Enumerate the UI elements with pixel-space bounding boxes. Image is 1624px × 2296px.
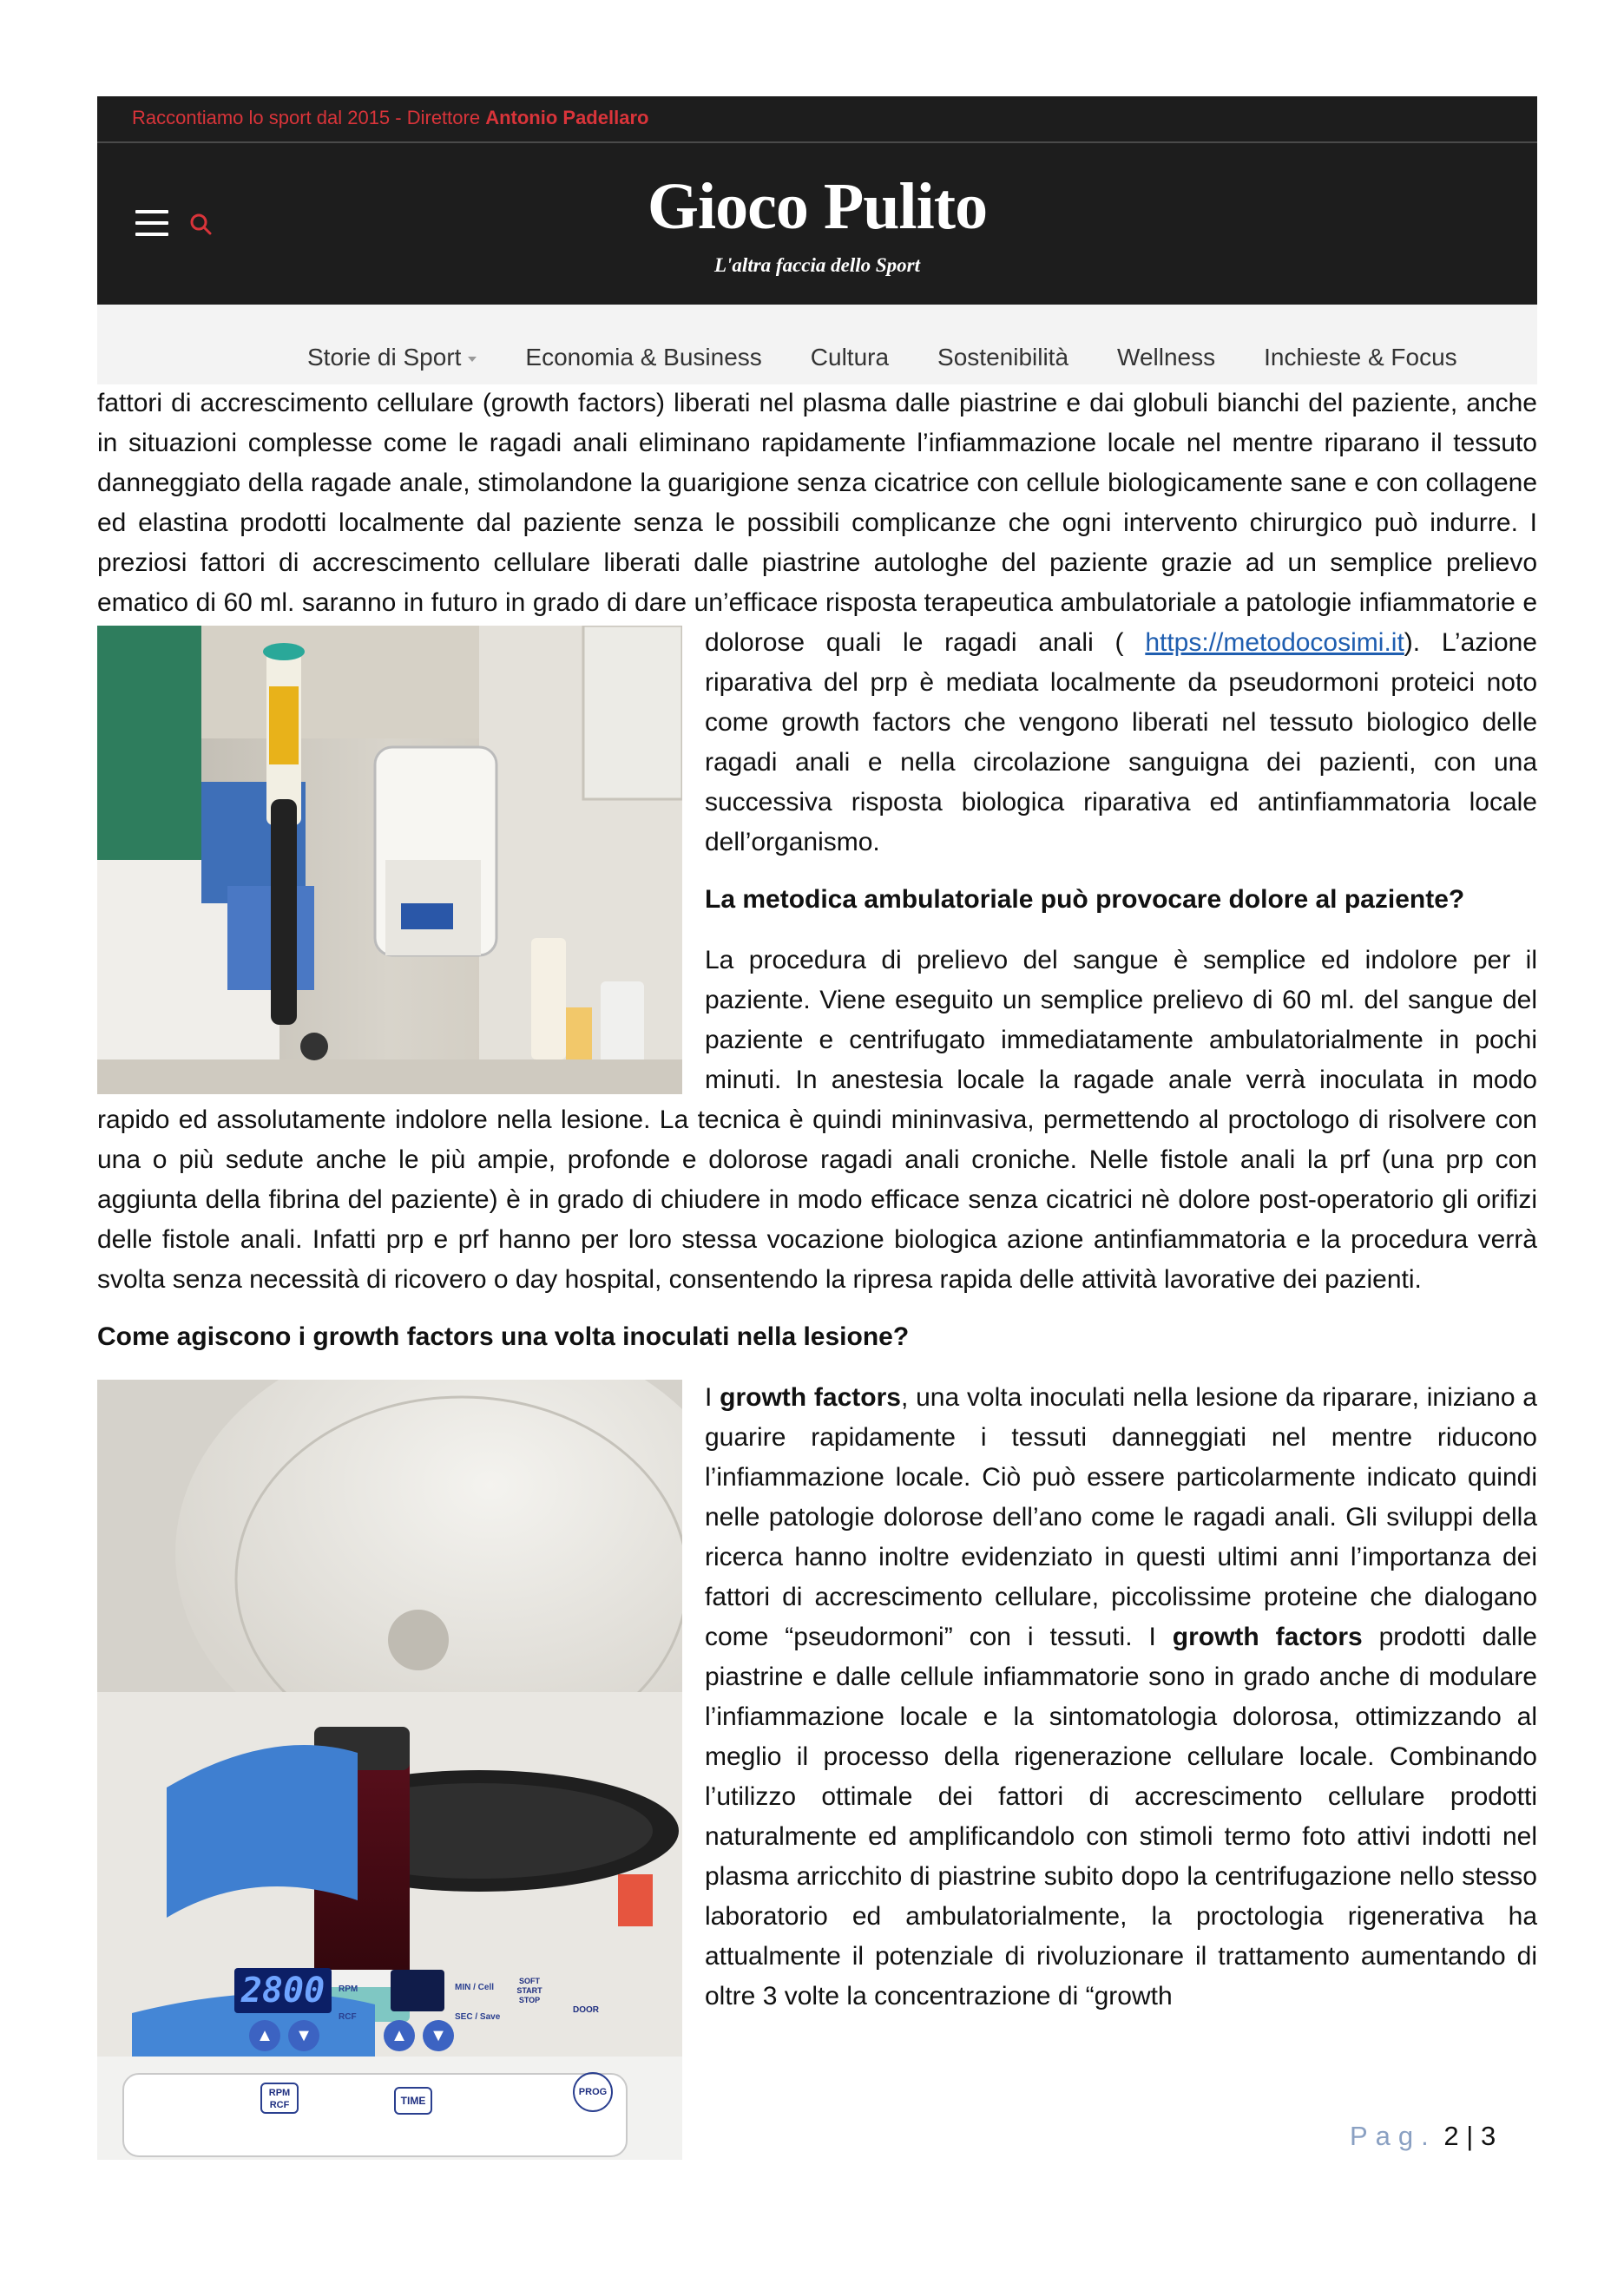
paragraph-3: 2800 RPM RCF MIN / Cell SEC / Save SOFT START STOP DOOR ▲ ▼ ▲ ▼ RPM RCF TIME PROG I growth factors, una volta inoculati nella lesione da riparare, iniziano a guarire rapidamente i tessuti danneggiati nel mentre riducono l’infiammazione locale. Ciò può essere particolarmente indicato quindi nelle patologie dolorose dell’ano come le ragadi anali. Gli sviluppi della ricerca hanno inoltre evidenziato in questi ultimi anni l’importanza dei fattori di accrescimento cellulare, piccolissime proteine che dialogano come “pseudormoni” con i tessuti. I growth factors prodotti dalle piastrine e dalle cellule infiammatorie sono in grado anche di modulare l’infiammazione locale e la sintomatologia dolorosa, ottimizzando al meglio il processo della rigenerazione cellulare locale. Combinando l’utilizzo ottimale dei fattori di accrescimento cellulare prodotti naturalmente ed amplificandolo con stimoli termo foto attivi indotti nel plasma arricchito di piastrine subito dopo la centrifugazione nello stesso laboratorio ed ambulatorialmente, la proctologia rigenerativa ha attualmente il potenziale di rivoluzionare il trattamento aumentando di oltre 3 volte la concentrazione di “growth [97, 1378, 1537, 2017]
centrifuge-soft-start-button: SOFT START STOP [516, 1977, 542, 2004]
page-number: Pag. 2 | 3 [1350, 2121, 1496, 2151]
director-name: Antonio Padellaro [485, 107, 649, 128]
centrifuge-prog-button: PROG [573, 2072, 613, 2112]
centrifuge-label-rpm: RPM [339, 1984, 358, 1994]
section-heading-dolore: La metodica ambulatoriale può provocare dolore al paziente? [705, 885, 1465, 914]
centrifuge-label-rcf: RCF [339, 2012, 357, 2022]
nav-item-cultura[interactable]: Cultura [810, 344, 890, 371]
nav-item-wellness[interactable]: Wellness [1117, 344, 1216, 371]
paragraph-2: La procedura di prelievo del sangue è semplice ed indolore per il paziente. Viene eseguito un semplice prelievo di 60 ml. del sangue del paziente e centrifugato immediatamente ambulatorialmente in pochi minuti. In anestesia locale la ragade anale verrà inoculata in modo rapido ed assolutamente indolore nella lesione. La tecnica è quindi mininvasiva, permettendo al proctologo di risolvere con una o più sedute anche le più ampie, profonde e dolorose ragadi anali croniche. Nelle fistole anali la prf (una prp con aggiunta della fibrina del paziente) è in grado di chiudere in modo efficace senza cicatrici nè dolore post-operatorio gli orifizi delle fistole anali. Infatti prp e prf hanno per loro stessa vocazione biologica azione antinfiammatoria e la procedura verrà svolta senza necessità di ricovero o day hospital, consentendo la ripresa rapida delle attività lavorative dei pazienti. [97, 946, 1537, 1294]
site-logo[interactable]: Gioco Pulito [647, 170, 988, 243]
centrifuge-label-sec: SEC / Save [455, 2012, 501, 2022]
centrifuge-time-button: TIME [394, 2087, 432, 2115]
growth-factors-emphasis: growth factors [720, 1383, 901, 1412]
top-banner [97, 96, 1537, 143]
centrifuge-time-display [391, 1970, 444, 2011]
nav-item-economia-business[interactable]: Economia & Business [525, 344, 762, 371]
growth-factors-emphasis: growth factors [1172, 1623, 1363, 1651]
chevron-down-icon [468, 357, 477, 362]
section-heading-growth-factors: Come agiscono i growth factors una volta inoculati nella lesione? [97, 1322, 910, 1351]
site-tagline: L'altra faccia dello Sport [713, 254, 920, 276]
nav-item-storie-di-sport[interactable]: Storie di Sport [307, 344, 477, 371]
article-body [97, 384, 1537, 2163]
page-current: 2 [1443, 2121, 1459, 2151]
centrifuge-up-arrow-icon: ▲ [384, 2020, 415, 2051]
nav-list [307, 344, 1457, 371]
photo-prp-syringe [97, 626, 682, 1094]
centrifuge-door-button: DOOR [573, 2005, 599, 2015]
nav-item-sostenibilita[interactable]: Sostenibilità [937, 344, 1069, 371]
editorial-line: Raccontiamo lo sport dal 2015 - Direttore Antonio Padellaro [132, 107, 649, 128]
centrifuge-down-arrow-icon: ▼ [288, 2020, 319, 2051]
photo-centrifuge [97, 1380, 682, 2160]
metodocosimi-link[interactable]: https://metodocosimi.it [1145, 628, 1404, 657]
centrifuge-rpm-rcf-button: RPM RCF [260, 2083, 299, 2114]
main-navigation [97, 305, 1537, 384]
nav-item-inchieste-focus[interactable]: Inchieste & Focus [1264, 344, 1457, 371]
page-label: Pag. [1350, 2121, 1437, 2151]
page-total: 3 [1480, 2121, 1496, 2151]
paragraph-1: fattori di accrescimento cellulare (growth factors) liberati nel plasma dalle piastrine e dai globuli bianchi del paziente, anche in situazioni complesse come le ragadi anali eliminano rapidamente l’infiammazione locale nel mentre riparano il tessuto danneggiato della ragade anale, stimolandone la guarigione senza cicatrice con cellule biologicamente sane e con collagene ed elastina prodotti localmente dal paziente senza le possibili complicanze che ogni intervento chirurgico può indurre. I preziosi fattori di accrescimento cellulare liberati dalle piastrine autologhe del paziente grazie ad un semplice prelievo ematico di 60 ml. saranno in futuro in grado di dare un’efficace risposta terapeutica ambulatoriale a patologie infiammatorie e dolorose quali le ragadi anali ( https://metodocosimi.it). L’azione riparativa del prp è mediata localmente da pseudormoni proteici noto come growth factors che vengono liberati nel tessuto biologico delle ragadi anali e nella circolazione sanguigna dei pazienti, con una successiva risposta biologica riparativa ed antinfiammatoria locale dell’organismo. [97, 384, 1537, 863]
centrifuge-down-arrow-icon: ▼ [423, 2020, 454, 2051]
centrifuge-label-min: MIN / Cell [455, 1983, 495, 1992]
centrifuge-display: 2800 [234, 1968, 332, 2013]
centrifuge-up-arrow-icon: ▲ [249, 2020, 280, 2051]
masthead [97, 143, 1537, 305]
